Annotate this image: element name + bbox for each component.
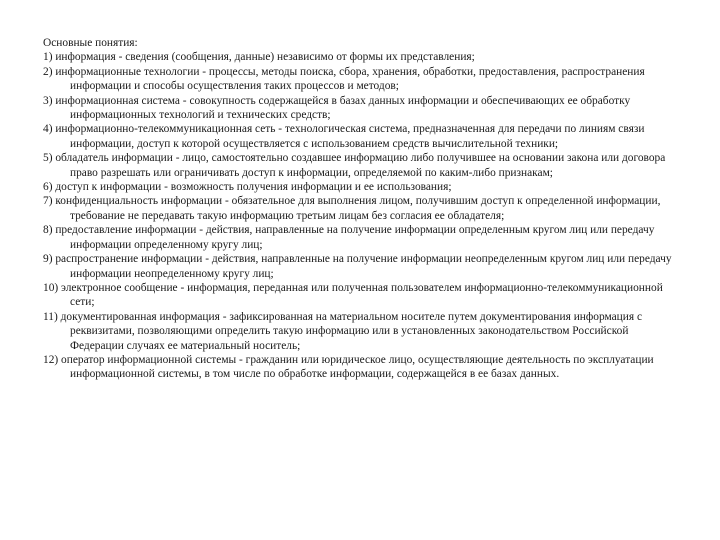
definition-item-3: 3) информационная система - совокупность содержащейся в базах данных информации и обеспечивающих ее обработку информационных технологий и технических средств; [43,94,631,122]
definition-item-9: 9) распространение информации - действия, направленные на получение информации неопределенным кругом лиц или передачу информации неопределенному кругу лиц; [43,253,672,280]
definitions-text-block [43,36,683,382]
section-heading: Основные понятия: [43,37,138,49]
definition-item-10: 10) электронное сообщение - информация, переданная или полученная пользователем информационно-телекоммуникационной сети; [43,281,663,309]
definition-item-11: 11) документированная информация - зафиксированная на материальном носителе путем документирования информация с реквизитами, позволяющими определить такую информацию или в установленных законодательством Российской Федерации случаях ее материальный носитель; [43,310,643,352]
definition-item-1: 1) информация - сведения (сообщения, данные) независимо от формы их представления; [43,51,475,64]
definition-item-6: 6) доступ к информации - возможность получения информации и ее использования; [43,181,452,194]
definition-item-8: 8) предоставление информации - действия, направленные на получение информации определенным кругом лиц или передачу информации определенному кругу лиц; [43,224,655,251]
definition-item-4: 4) информационно-телекоммуникационная сеть - технологическая система, предназначенная для передачи по линиям связи информации, доступ к которой осуществляется с использованием средств вычислительной техники; [43,123,645,150]
definition-item-12: 12) оператор информационной системы - гражданин или юридическое лицо, осуществляющие деятельность по эксплуатации информационной системы, в том числе по обработке информации, содержащейся в ее базах данных. [43,353,654,381]
definition-item-7: 7) конфиденциальность информации - обязательное для выполнения лицом, получившим доступ к определенной информации, требование не передавать такую информацию третьим лицам без согласия ее обладателя; [43,195,661,222]
definition-item-5: 5) обладатель информации - лицо, самостоятельно создавшее информацию либо получившее на основании закона или договора право разрешать или ограничивать доступ к информации, определяемой по каким-либо признакам; [43,152,666,179]
definition-item-2: 2) информационные технологии - процессы, методы поиска, сбора, хранения, обработки, предоставления, распространения информации и способы осуществления таких процессов и методов; [43,65,645,93]
